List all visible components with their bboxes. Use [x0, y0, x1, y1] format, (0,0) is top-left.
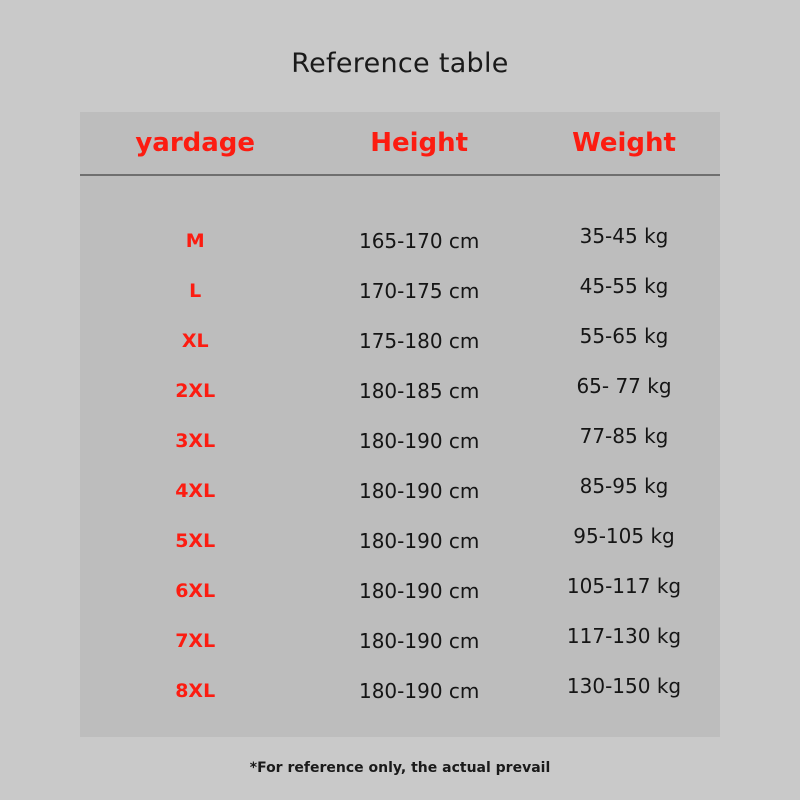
cell-size: L: [189, 280, 202, 302]
cell-size: 3XL: [175, 430, 216, 452]
cell-size: 6XL: [175, 580, 216, 602]
table-row: [80, 466, 720, 516]
cell-size: 8XL: [175, 680, 216, 702]
cell-height: 180-190 cm: [358, 529, 480, 553]
cell-size: M: [185, 230, 205, 252]
table-row: [80, 416, 720, 466]
cell-size: 2XL: [175, 380, 216, 402]
cell-height: 180-190 cm: [358, 429, 480, 453]
spacer-cell: [310, 175, 528, 216]
column-header-height: Height: [310, 112, 528, 175]
cell-height: 180-190 cm: [358, 629, 480, 653]
table-header: [80, 112, 720, 175]
cell-weight: 65- 77 kg: [576, 374, 672, 398]
column-header-yardage: yardage: [80, 112, 310, 175]
table-row: [80, 616, 720, 666]
cell-size: 5XL: [175, 530, 216, 552]
table-row: [80, 216, 720, 266]
size-chart-table: [80, 112, 720, 716]
table-row: [80, 316, 720, 366]
table-row: [80, 266, 720, 316]
cell-height: 180-190 cm: [358, 679, 480, 703]
cell-height: 165-170 cm: [358, 229, 480, 253]
table-spacer-row: [80, 175, 720, 216]
spacer-cell: [80, 175, 310, 216]
cell-size: 4XL: [175, 480, 216, 502]
cell-height: 180-185 cm: [358, 379, 480, 403]
footnote-text: *For reference only, the actual prevail: [249, 760, 551, 776]
table-row: [80, 566, 720, 616]
size-chart-container: [80, 112, 720, 737]
cell-height: 175-180 cm: [358, 329, 480, 353]
cell-size: 7XL: [175, 630, 216, 652]
column-header-weight: Weight: [528, 112, 720, 175]
cell-weight: 105-117 kg: [566, 574, 682, 598]
cell-weight: 35-45 kg: [579, 224, 669, 248]
cell-size: XL: [181, 330, 209, 352]
cell-weight: 85-95 kg: [579, 474, 669, 498]
cell-height: 180-190 cm: [358, 579, 480, 603]
table-row: [80, 516, 720, 566]
cell-weight: 45-55 kg: [579, 274, 669, 298]
cell-weight: 130-150 kg: [566, 674, 682, 698]
cell-weight: 117-130 kg: [566, 624, 682, 648]
cell-height: 170-175 cm: [358, 279, 480, 303]
spacer-cell: [528, 175, 720, 216]
cell-weight: 95-105 kg: [573, 524, 675, 548]
page-title: Reference table: [291, 48, 509, 79]
cell-weight: 55-65 kg: [579, 324, 669, 348]
cell-weight: 77-85 kg: [579, 424, 669, 448]
table-row: [80, 666, 720, 716]
table-row: [80, 366, 720, 416]
table-header-row: [80, 112, 720, 175]
table-body: [80, 175, 720, 716]
cell-height: 180-190 cm: [358, 479, 480, 503]
